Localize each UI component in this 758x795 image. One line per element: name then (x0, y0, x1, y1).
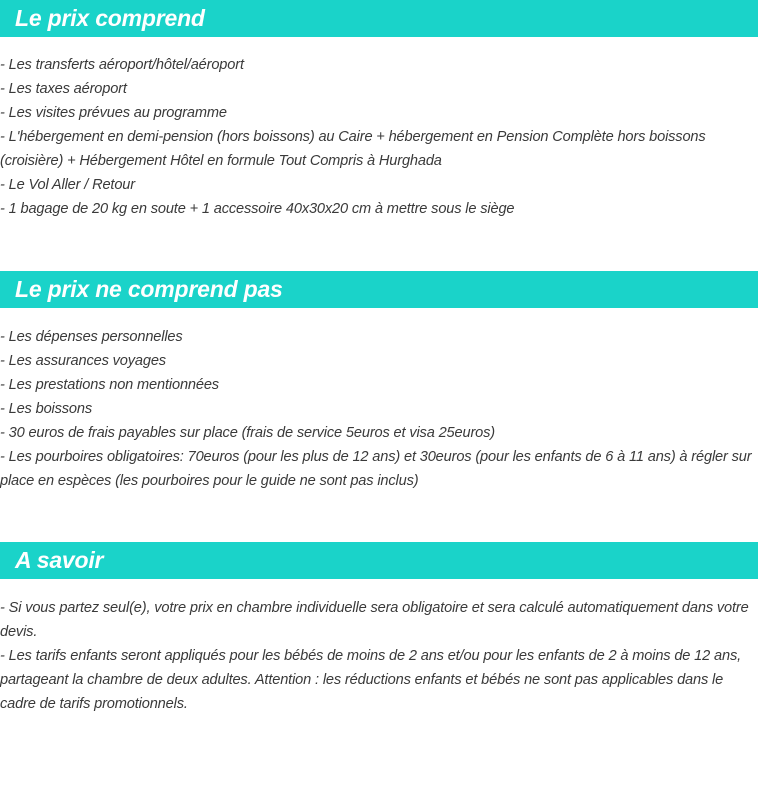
list-item: - Si vous partez seul(e), votre prix en chambre individuelle sera obligatoire et sera calculé automatiquement dans votre devis. (0, 600, 749, 640)
good-to-know-section (0, 542, 758, 716)
list-item: - 1 bagage de 20 kg en soute + 1 accessoire 40x30x20 cm à mettre sous le siège (0, 201, 515, 217)
list-item: - Le Vol Aller / Retour (0, 177, 135, 193)
list-item: - Les tarifs enfants seront appliqués pour les bébés de moins de 2 ans et/ou pour les enfants de 2 à moins de 12 ans, partageant la chambre de deux adultes. Attention : les réductions enfants et bébés ne sont pas applicables dans le cadre de tarifs promotionnels. (0, 648, 741, 712)
good-to-know-list (0, 596, 758, 716)
list-item: - Les assurances voyages (0, 353, 166, 369)
list-item: - Les visites prévues au programme (0, 105, 227, 121)
list-item: - Les taxes aéroport (0, 81, 127, 97)
price-includes-heading: Le prix comprend (0, 0, 758, 37)
list-item: - 30 euros de frais payables sur place (frais de service 5euros et visa 25euros) (0, 425, 495, 441)
price-excludes-section (0, 271, 758, 493)
list-item: - Les dépenses personnelles (0, 329, 183, 345)
price-includes-section (0, 0, 758, 221)
list-item: - L'hébergement en demi-pension (hors boissons) au Caire + hébergement en Pension Complète hors boissons (croisière) + Hébergement Hôtel en formule Tout Compris à Hurghada (0, 129, 706, 169)
list-item: - Les pourboires obligatoires: 70euros (pour les plus de 12 ans) et 30euros (pour les enfants de 6 à 11 ans) à régler sur place en espèces (les pourboires pour le guide ne sont pas inclus) (0, 449, 752, 489)
list-item: - Les prestations non mentionnées (0, 377, 219, 393)
price-includes-list (0, 53, 758, 221)
list-item: - Les transferts aéroport/hôtel/aéroport (0, 57, 244, 73)
price-excludes-heading: Le prix ne comprend pas (0, 271, 758, 308)
good-to-know-heading: A savoir (0, 542, 758, 579)
list-item: - Les boissons (0, 401, 92, 417)
price-excludes-list (0, 325, 758, 493)
